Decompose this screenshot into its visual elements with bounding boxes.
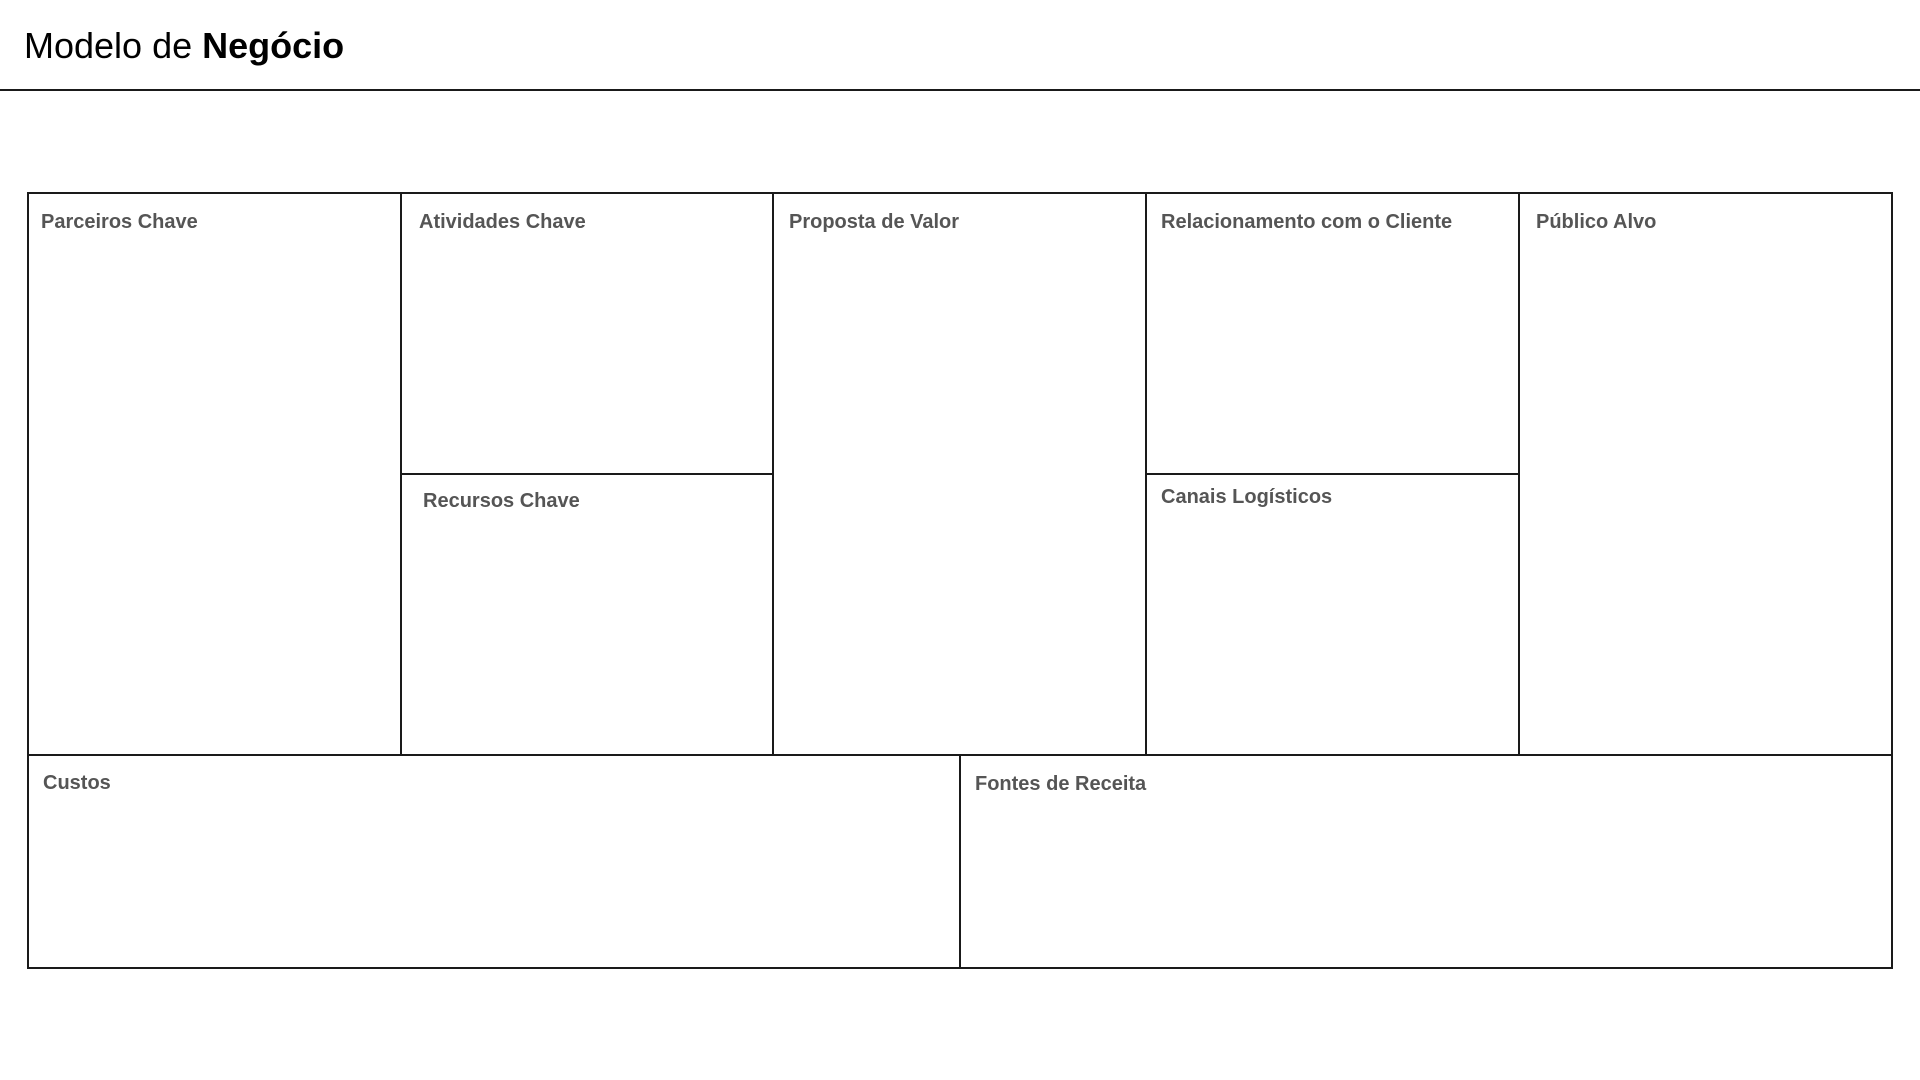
parceiros-chave-label: Parceiros Chave [41,211,198,233]
page-title-bold: Negócio [202,25,345,66]
block-atividades-chave[interactable] [402,194,774,475]
business-model-canvas [27,192,1893,969]
block-relacionamento-cliente[interactable] [1147,194,1520,475]
recursos-chave-label: Recursos Chave [423,490,580,512]
atividades-chave-label: Atividades Chave [419,211,586,233]
proposta-de-valor-label: Proposta de Valor [789,211,960,233]
page-title-regular: Modelo de [24,25,193,66]
publico-alvo-label: Público Alvo [1536,211,1657,233]
block-publico-alvo[interactable] [1520,194,1891,756]
block-canais-logisticos[interactable] [1147,475,1520,756]
canais-logisticos-label: Canais Logísticos [1161,486,1333,508]
page-title [24,24,344,68]
block-custos[interactable] [29,756,961,967]
block-parceiros-chave[interactable] [29,194,402,756]
custos-label: Custos [43,772,111,794]
relacionamento-cliente-label: Relacionamento com o Cliente [1161,211,1453,233]
fontes-de-receita-label: Fontes de Receita [975,773,1147,795]
header [0,0,1920,91]
block-fontes-de-receita[interactable] [961,756,1891,967]
block-proposta-de-valor[interactable] [774,194,1147,756]
block-recursos-chave[interactable] [402,475,774,756]
